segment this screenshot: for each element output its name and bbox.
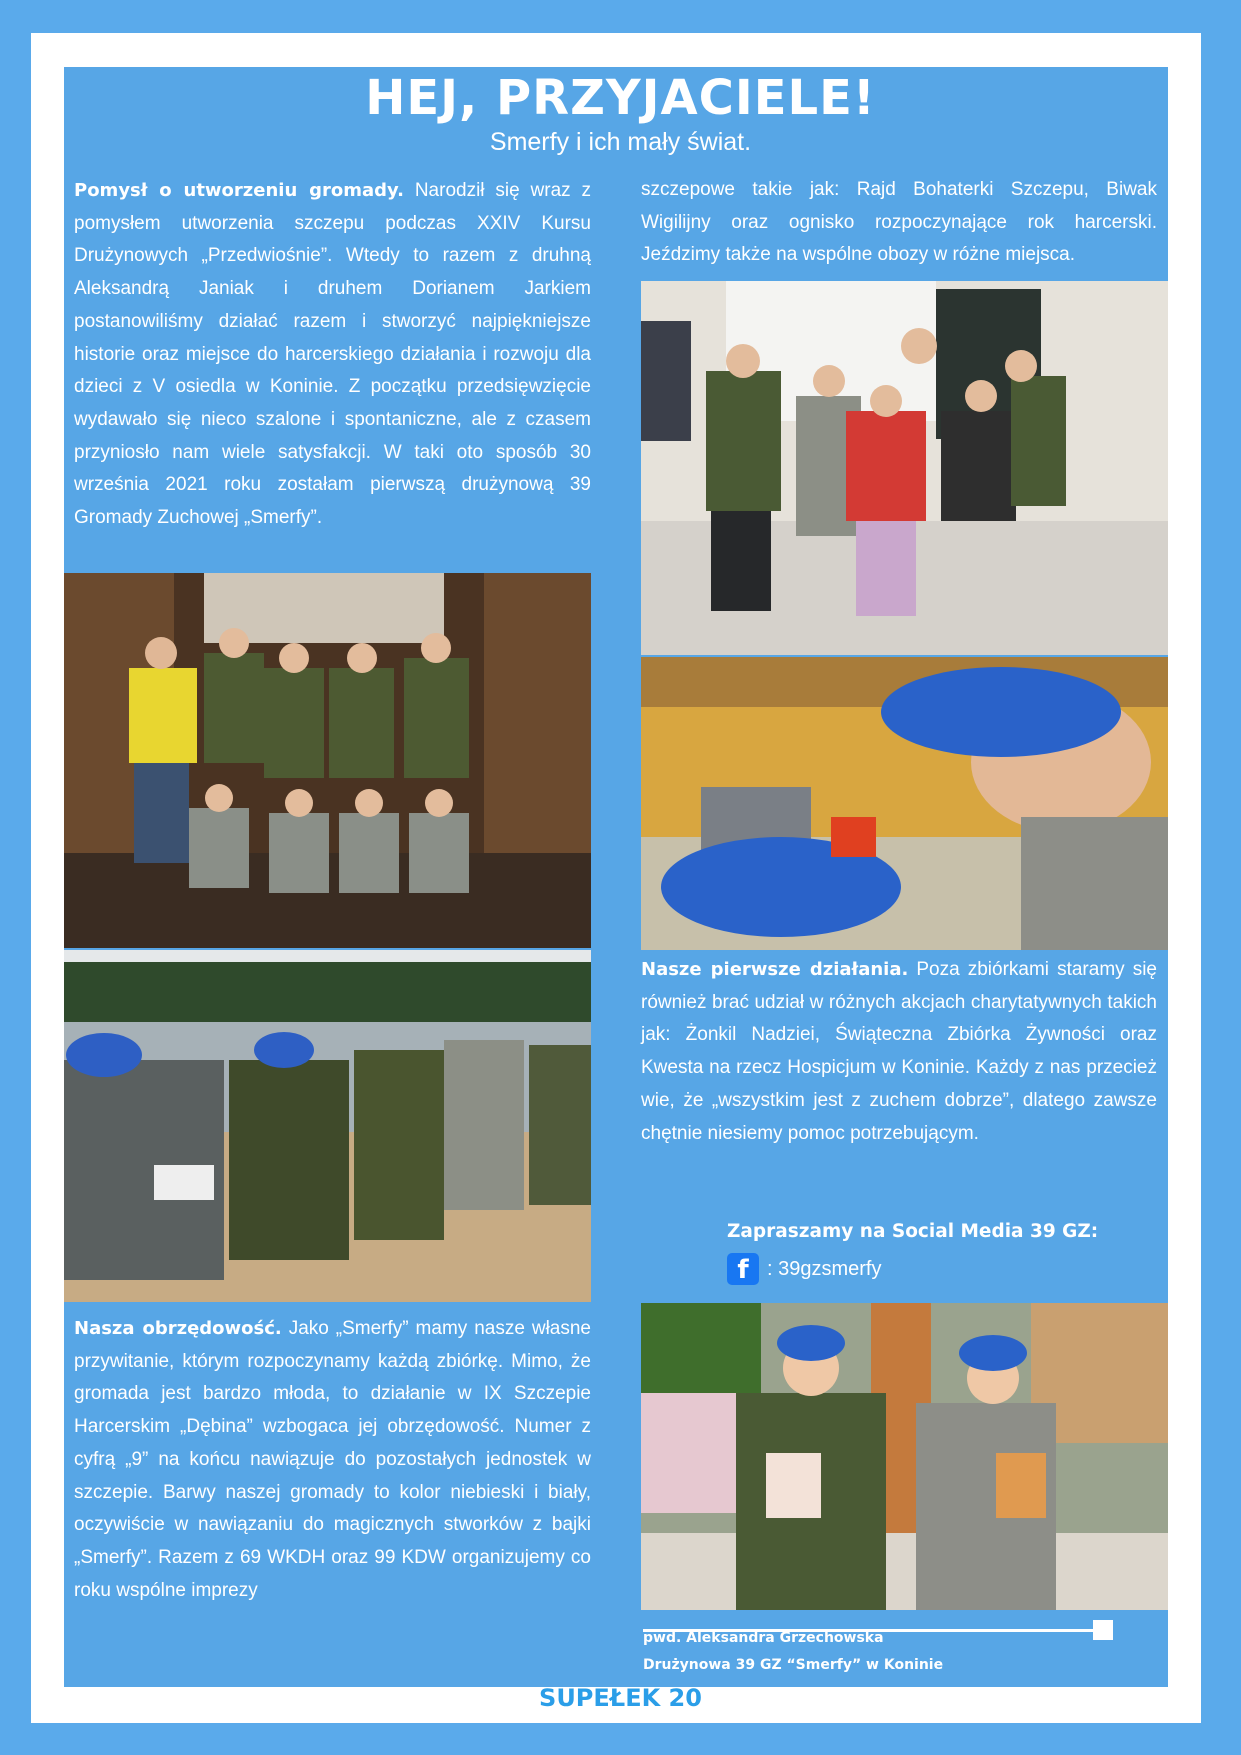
signature-name: pwd. Aleksandra Grzechowska (643, 1630, 884, 1646)
section-first-actions-body: Poza zbiórkami staramy się również brać udział w różnych akcjach charytatywnych takich jak: Żonkil Nadziei, Świąteczna Zbiórka Żywności oraz Kwesta na rzecz Hospicjum w Koninie. Każdy z nas przecież wie, że „wszystkim jest z zuchem dobrze”, dlatego zawsze chętnie niesiemy pomoc potrzebującym. (641, 959, 1157, 1144)
facebook-handle[interactable]: : 39gzsmerfy (767, 1257, 882, 1280)
photo-lake-meeting (64, 950, 591, 1302)
page-footer: SUPEŁEK 20 (539, 1684, 702, 1712)
signature-role: Drużynowa 39 GZ “Smerfy” w Koninie (643, 1657, 944, 1673)
photo-classroom-group (641, 281, 1168, 655)
signature-marker (1093, 1620, 1113, 1640)
facebook-icon[interactable]: f (727, 1253, 759, 1285)
photo-boy-cap (641, 657, 1168, 950)
section-origin (74, 175, 591, 535)
section-traditions-body: Jako „Smerfy” mamy nasze własne przywitanie, którym rozpoczynamy każdą zbiórkę. Mimo, że gromada jest bardzo młoda, to działanie w IX Szczepie Harcerskim „Dębina” wzbogaca jej obrzędowość. Numer z cyfrą „9” na końcu nawiązuje do pozostałych jednostek w szczepie. Barwy naszej gromady to kolor niebieski i biały, oczywiście w nawiązaniu do magicznych stworków z bajki „Smerfy”. Razem z 69 WKDH oraz 99 KDW organizujemy co roku wspólne imprezy (74, 1318, 591, 1601)
section-continuation (641, 174, 1157, 272)
page-subtitle: Smerfy i ich mały świat. (489, 128, 752, 156)
section-first-actions-heading: Nasze pierwsze działania. (641, 959, 909, 980)
photo-group-indoor (64, 573, 591, 948)
section-first-actions (641, 954, 1157, 1150)
continuation-text: szczepowe takie jak: Rajd Bohaterki Szczepu, Biwak Wigilijny oraz ognisko rozpoczynające rok harcerski. Jeździmy także na wspólne obozy w różne miejsca. (641, 179, 1157, 266)
section-traditions (74, 1313, 591, 1607)
section-traditions-heading: Nasza obrzędowość. (74, 1318, 282, 1339)
social-media-title: Zapraszamy na Social Media 39 GZ: (727, 1221, 1099, 1242)
page-title: HEJ, PRZYJACIELE! (365, 70, 876, 126)
photo-two-boys (641, 1303, 1168, 1610)
social-media-row (727, 1252, 881, 1286)
section-origin-body: Narodził się wraz z pomysłem utworzenia szczepu podczas XXIV Kursu Drużynowych „Przedwiośnie”. Wtedy to razem z druhną Aleksandrą Janiak i druhem Dorianem Jarkiem postanowiliśmy działać razem i stworzyć najpiękniejsze historie oraz miejsce do harcerskiego działania i rozwoju dla dzieci z V osiedla w Koninie. Z początku przedsięwzięcie wydawało się nieco szalone i spontaniczne, ale z czasem przyniosło nam wiele satysfakcji. W taki oto sposób 30 września 2021 roku zostałam pierwszą drużynową 39 Gromady Zuchowej „Smerfy”. (74, 180, 592, 529)
section-origin-heading: Pomysł o utworzeniu gromady. (74, 180, 404, 201)
